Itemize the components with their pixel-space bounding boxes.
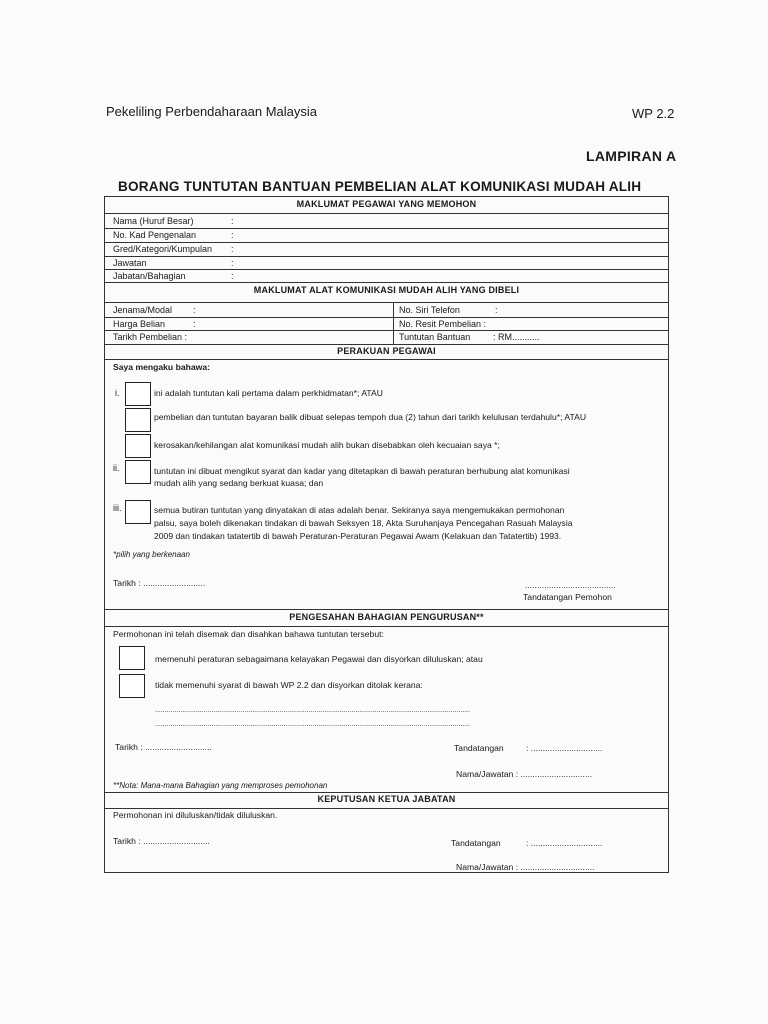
field-colon: : [231,258,234,268]
item-number: i. [115,388,120,398]
claim-form [104,196,669,873]
decision-intro: Permohonan ini diluluskan/tidak diluluskan. [113,810,278,820]
checkbox-damage-loss[interactable] [125,434,151,458]
field-colon: : [193,319,196,329]
section-heading-applicant: MAKLUMAT PEGAWAI YANG MEMOHON [296,199,477,209]
section-heading-device: MAKLUMAT ALAT KOMUNIKASI MUDAH ALIH YANG DIBELI [253,285,520,295]
option-approve: memenuhi peraturan sebagaimana kelayakan Pegawai dan disyorkan diluluskan; atau [155,654,483,664]
nama-jawatan: Nama/Jawatan : ............................... [456,862,595,872]
item-text: mudah alih yang sedang berkuat kuasa; dan [154,478,324,488]
field-colon: : [193,305,196,315]
checkbox-conditions[interactable] [125,460,151,484]
checkbox-first-claim[interactable] [125,382,151,406]
checkbox-truthful[interactable] [125,500,151,524]
tarikh-head: Tarikh : ............................ [113,836,210,846]
tarikh-management: Tarikh : ............................ [115,742,212,752]
field-colon: : [495,305,498,315]
checkbox-two-years[interactable] [125,408,151,432]
field-label-jawatan: Jawatan [113,258,147,268]
tandatangan-label: Tandatangan [451,838,501,848]
lampiran-label: LAMPIRAN A [586,148,677,164]
field-colon: : [231,216,234,226]
checkbox-reject[interactable] [119,674,145,698]
field-label-kp: No. Kad Pengenalan [113,230,197,240]
field-label-tarikh-beli: Tarikh Pembelian : [113,332,188,342]
field-colon: : [231,230,234,240]
management-note: **Nota: Mana-mana Bahagian yang memproses pemohonan [113,781,328,790]
item-text: palsu, saya boleh dikenakan tindakan di bawah Seksyen 18, Akta Suruhanjaya Pencegahan Rasuah Malaysia [154,518,573,528]
item-number: ii. [113,463,120,473]
nama-jawatan: Nama/Jawatan : .............................. [456,769,593,779]
field-label-tuntutan: Tuntutan Bantuan [399,332,471,342]
field-label-jabatan: Jabatan/Bahagian [113,271,186,281]
verification-intro: Permohonan ini telah disemak dan disahkan bahawa tuntutan tersebut: [113,629,384,639]
item-text: pembelian dan tuntutan bayaran balik dibuat selepas tempoh dua (2) tahun dari tarikh kelulusan terdahulu*; ATAU [154,412,587,422]
form-title: BORANG TUNTUTAN BANTUAN PEMBELIAN ALAT KOMUNIKASI MUDAH ALIH [118,179,642,194]
item-text: 2009 dan tindakan tatatertib di bawah Peraturan-Peraturan Pegawai Awam (Kelakuan dan Tatatertib) 1993. [154,531,562,541]
header-ref: WP 2.2 [632,106,675,121]
select-note: *pilih yang berkenaan [113,550,190,559]
section-heading-declaration: PERAKUAN PEGAWAI [337,346,436,356]
tarikh-applicant: Tarikh : .......................... [113,578,206,588]
field-amount: : RM........... [493,332,540,342]
field-label-harga: Harga Belian [113,319,166,329]
field-label-resit: No. Resit Pembelian : [399,319,487,329]
tandatangan-line: : .............................. [526,838,603,848]
item-number: iii. [113,503,122,513]
item-text: semua butiran tuntutan yang dinyatakan di atas adalah benar. Sekiranya saya mengemukakan permohonan [154,505,565,515]
field-label-siri: No. Siri Telefon [399,305,460,315]
reason-line: .................................................................................................................................................................. [155,721,471,728]
signature-label: Tandatangan Pemohon [523,592,612,602]
field-label-gred: Gred/Kategori/Kumpulan [113,244,213,254]
checkbox-approve[interactable] [119,646,145,670]
field-colon: : [231,271,234,281]
signature-line: ...................................... [525,580,616,590]
field-label-nama: Nama (Huruf Besar) [113,216,194,226]
declaration-intro: Saya mengaku bahawa: [113,362,210,372]
field-colon: : [231,244,234,254]
item-text: tuntutan ini dibuat mengikut syarat dan kadar yang ditetapkan di bawah peraturan berhubung alat komunikasi [154,466,570,476]
option-reject: tidak memenuhi syarat di bawah WP 2.2 dan disyorkan ditolak kerana: [155,680,423,690]
field-label-jenama: Jenama/Modal [113,305,173,315]
tandatangan-line: : .............................. [526,743,603,753]
reason-line: .................................................................................................................................................................. [155,707,471,714]
item-text: kerosakan/kehilangan alat komunikasi mudah alih bukan disebabkan oleh kecuaian saya *; [154,440,500,450]
item-text: ini adalah tuntutan kali pertama dalam perkhidmatan*; ATAU [154,388,383,398]
section-heading-verification: PENGESAHAN BAHAGIAN PENGURUSAN** [289,612,484,622]
section-heading-decision: KEPUTUSAN KETUA JABATAN [317,794,456,804]
tandatangan-label: Tandatangan [454,743,504,753]
header-left: Pekeliling Perbendaharaan Malaysia [106,104,318,119]
